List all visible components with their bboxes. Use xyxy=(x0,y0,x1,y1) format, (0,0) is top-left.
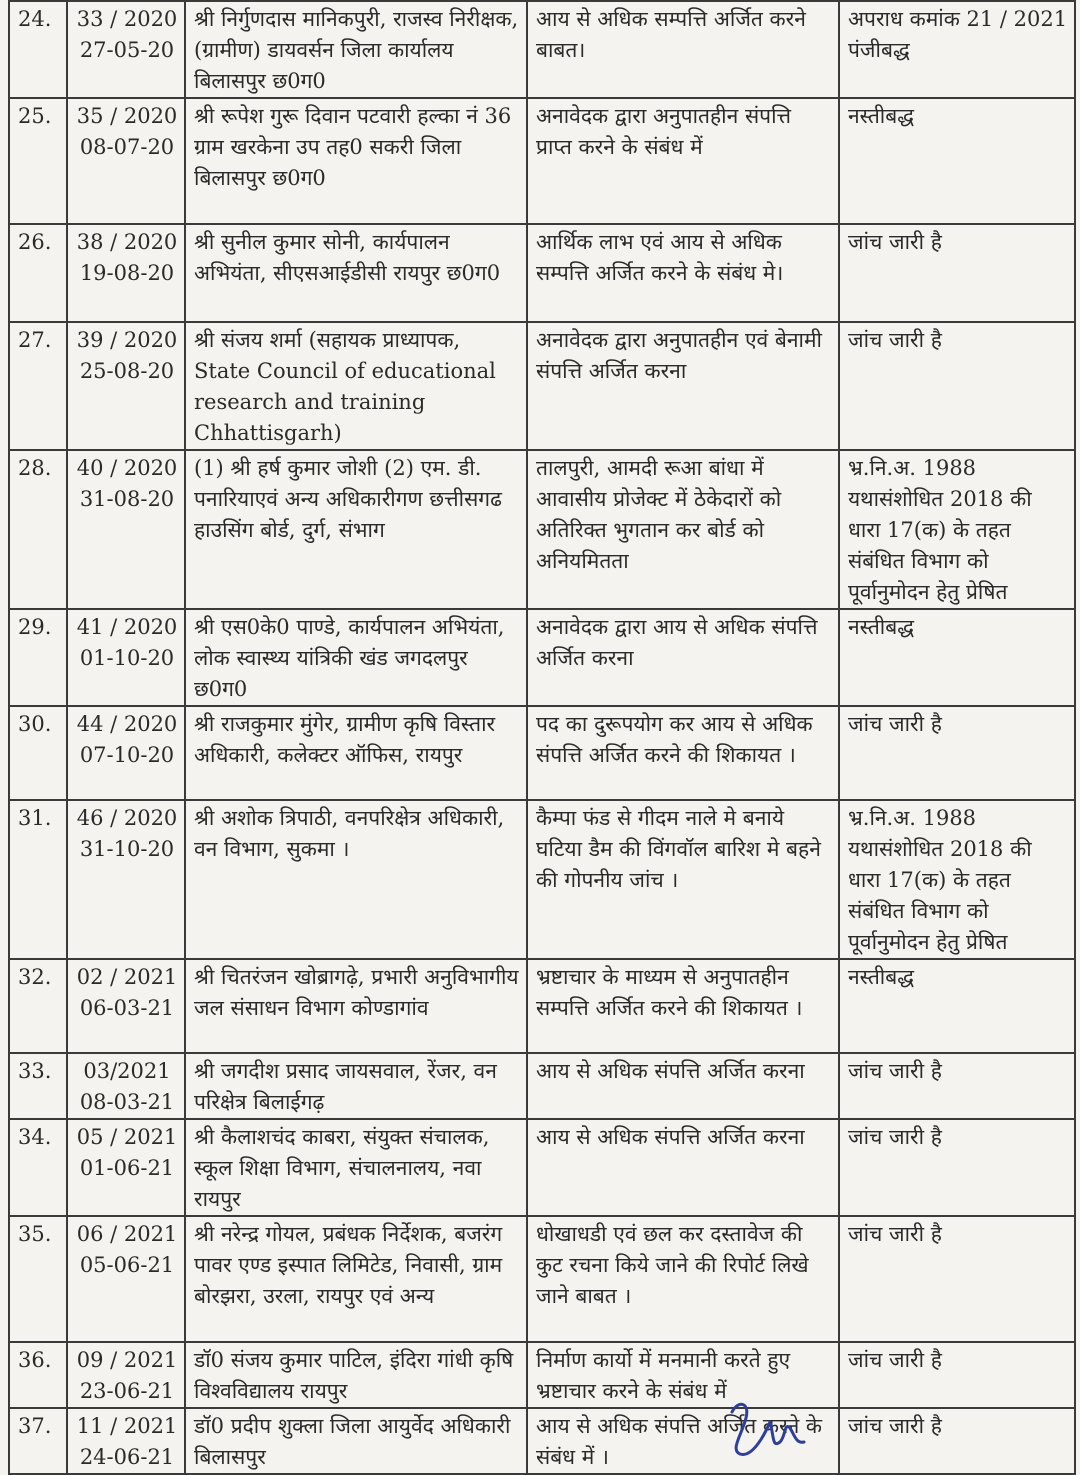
case-status xyxy=(839,959,1075,1053)
table-row xyxy=(9,1408,1075,1474)
subject-text: निर्माण कार्यो में मनमानी करते हुए भ्रष्टाचार करने के संबंध में xyxy=(536,1348,791,1403)
serial-number: 27. xyxy=(9,322,67,450)
accused-details xyxy=(185,98,527,224)
status-text: जांच जारी है xyxy=(848,328,942,352)
table-row xyxy=(9,1342,1075,1408)
accused-text: (1) श्री हर्ष कुमार जोशी (2) एम. डी. पनारियाएवं अन्य अधिकारीगण छत्तीसगढ हाउसिंग बोर्ड, दुर्ग, संभाग xyxy=(194,456,502,542)
status-text: अपराध कमांक 21 / 2021 पंजीबद्ध xyxy=(848,7,1068,62)
table-row xyxy=(9,1,1075,98)
case-status xyxy=(839,800,1075,959)
serial-number: 33. xyxy=(9,1053,67,1119)
case-register-body xyxy=(9,1,1075,1474)
case-status xyxy=(839,1216,1075,1342)
case-date: 24-06-21 xyxy=(79,1445,175,1469)
accused-text: श्री निर्गुणदास मानिकपुरी, राजस्व निरीक्षक, (ग्रामीण) डायवर्सन जिला कार्यालय बिलासपुर छ0ग0 xyxy=(194,7,519,93)
case-cell xyxy=(67,1,185,98)
accused-text: श्री राजकुमार मुंगेर, ग्रामीण कृषि विस्तार अधिकारी, कलेक्टर ऑफिस, रायपुर xyxy=(194,712,496,767)
status-text: जांच जारी है xyxy=(848,230,942,254)
complaint-subject xyxy=(527,706,839,800)
case-status xyxy=(839,609,1075,706)
case-number: 33 / 2020 xyxy=(76,7,178,31)
accused-details xyxy=(185,1216,527,1342)
case-number: 05 / 2021 xyxy=(76,1125,178,1149)
accused-text: श्री चितरंजन खोब्रागढ़े, प्रभारी अनुविभागीय जल संसाधन विभाग कोण्डागांव xyxy=(194,965,519,1020)
complaint-subject xyxy=(527,1342,839,1408)
accused-text: श्री संजय शर्मा (सहायक प्राध्यापक, State Council of educational research and training Chhattisgarh) xyxy=(194,328,496,445)
case-number: 39 / 2020 xyxy=(76,328,178,352)
case-date: 06-03-21 xyxy=(79,996,175,1020)
subject-text: आय से अधिक सम्पत्ति अर्जित करने बाबत। xyxy=(536,7,806,62)
accused-details xyxy=(185,224,527,322)
serial-number: 36. xyxy=(9,1342,67,1408)
status-text: जांच जारी है xyxy=(848,712,942,736)
complaint-subject xyxy=(527,1,839,98)
case-number: 40 / 2020 xyxy=(76,456,178,480)
serial-number: 28. xyxy=(9,450,67,609)
table-row xyxy=(9,1053,1075,1119)
case-register-table xyxy=(8,0,1076,1475)
serial-number: 32. xyxy=(9,959,67,1053)
accused-details xyxy=(185,959,527,1053)
status-text: नस्तीबद्ध xyxy=(848,615,915,639)
case-status xyxy=(839,1053,1075,1119)
case-number: 09 / 2021 xyxy=(76,1348,178,1372)
case-number: 11 / 2021 xyxy=(76,1414,178,1438)
case-status xyxy=(839,450,1075,609)
case-status xyxy=(839,1342,1075,1408)
serial-number: 29. xyxy=(9,609,67,706)
table-row xyxy=(9,98,1075,224)
case-date: 31-10-20 xyxy=(79,837,175,861)
case-date: 25-08-20 xyxy=(79,359,175,383)
serial-number: 37. xyxy=(9,1408,67,1474)
status-text: जांच जारी है xyxy=(848,1125,942,1149)
case-number: 38 / 2020 xyxy=(76,230,178,254)
case-status xyxy=(839,1408,1075,1474)
subject-text: अनावेदक द्वारा अनुपातहीन एवं बेनामी संपत्ति अर्जित करना xyxy=(536,328,822,383)
case-date: 01-06-21 xyxy=(79,1156,175,1180)
case-cell xyxy=(67,322,185,450)
complaint-subject xyxy=(527,224,839,322)
complaint-subject xyxy=(527,1053,839,1119)
case-cell xyxy=(67,1119,185,1216)
subject-text: भ्रष्टाचार के माध्यम से अनुपातहीन सम्पत्ति अर्जित करने की शिकायत । xyxy=(536,965,803,1020)
accused-details xyxy=(185,322,527,450)
case-status xyxy=(839,1119,1075,1216)
case-number: 06 / 2021 xyxy=(76,1222,178,1246)
table-row xyxy=(9,959,1075,1053)
complaint-subject xyxy=(527,959,839,1053)
case-number: 44 / 2020 xyxy=(76,712,178,736)
accused-details xyxy=(185,706,527,800)
accused-details xyxy=(185,1408,527,1474)
case-date: 05-06-21 xyxy=(79,1253,175,1277)
case-date: 19-08-20 xyxy=(79,261,175,285)
accused-text: डॉ0 संजय कुमार पाटिल, इंदिरा गांधी कृषि विश्वविद्यालय रायपुर xyxy=(194,1348,514,1403)
accused-details xyxy=(185,1,527,98)
table-row xyxy=(9,1216,1075,1342)
complaint-subject xyxy=(527,1408,839,1474)
subject-text: आय से अधिक संपत्ति अर्जित करने के संबंध में । xyxy=(536,1414,823,1469)
table-row xyxy=(9,224,1075,322)
case-status xyxy=(839,706,1075,800)
case-cell xyxy=(67,800,185,959)
serial-number: 30. xyxy=(9,706,67,800)
case-date: 01-10-20 xyxy=(79,646,175,670)
case-cell xyxy=(67,609,185,706)
accused-details xyxy=(185,1119,527,1216)
complaint-subject xyxy=(527,98,839,224)
case-cell xyxy=(67,224,185,322)
complaint-subject xyxy=(527,1119,839,1216)
case-cell xyxy=(67,959,185,1053)
case-date: 08-07-20 xyxy=(79,135,175,159)
case-number: 46 / 2020 xyxy=(76,806,178,830)
subject-text: तालपुरी, आमदी रूआ बांधा में आवासीय प्रोजेक्ट में ठेकेदारों को अतिरिक्त भुगतान कर बोर्ड को अनियमितता xyxy=(536,456,782,573)
case-date: 08-03-21 xyxy=(79,1090,175,1114)
case-date: 23-06-21 xyxy=(79,1379,175,1403)
table-row xyxy=(9,609,1075,706)
complaint-subject xyxy=(527,450,839,609)
serial-number: 25. xyxy=(9,98,67,224)
subject-text: कैम्पा फंड से गीदम नाले मे बनाये घटिया डैम की विंगवॉल बारिश मे बहने की गोपनीय जांच । xyxy=(536,806,821,892)
case-status xyxy=(839,322,1075,450)
serial-number: 34. xyxy=(9,1119,67,1216)
accused-details xyxy=(185,800,527,959)
accused-details xyxy=(185,609,527,706)
accused-text: श्री जगदीश प्रसाद जायसवाल, रेंजर, वन परिक्षेत्र बिलाईगढ़ xyxy=(194,1059,497,1114)
accused-text: श्री नरेन्द्र गोयल, प्रबंधक निर्देशक, बजरंग पावर एण्ड इस्पात लिमिटेड, निवासी, ग्राम बोरझरा, उरला, रायपुर एवं अन्य xyxy=(194,1222,503,1308)
status-text: भ्र.नि.अ. 1988 यथासंशोधित 2018 की धारा 17(क) के तहत संबंधित विभाग को पूर्वानुमोदन हेतु प्रेषित xyxy=(848,456,1032,604)
subject-text: पद का दुरूपयोग कर आय से अधिक संपत्ति अर्जित करने की शिकायत । xyxy=(536,712,813,767)
status-text: नस्तीबद्ध xyxy=(848,965,915,989)
case-cell xyxy=(67,1342,185,1408)
accused-text: श्री रूपेश गुरू दिवान पटवारी हल्का नं 36 ग्राम खरकेना उप तह0 सकरी जिला बिलासपुर छ0ग0 xyxy=(194,104,512,190)
case-status xyxy=(839,98,1075,224)
case-number: 41 / 2020 xyxy=(76,615,178,639)
subject-text: आर्थिक लाभ एवं आय से अधिक सम्पत्ति अर्जित करने के संबंध मे। xyxy=(536,230,784,285)
subject-text: अनावेदक द्वारा अनुपातहीन संपत्ति प्राप्त करने के संबंध में xyxy=(536,104,792,159)
table-row xyxy=(9,322,1075,450)
case-date: 31-08-20 xyxy=(79,487,175,511)
accused-details xyxy=(185,1053,527,1119)
complaint-subject xyxy=(527,609,839,706)
case-cell xyxy=(67,98,185,224)
accused-text: श्री सुनील कुमार सोनी, कार्यपालन अभियंता, सीएसआईडीसी रायपुर छ0ग0 xyxy=(194,230,501,285)
status-text: जांच जारी है xyxy=(848,1348,942,1372)
status-text: भ्र.नि.अ. 1988 यथासंशोधित 2018 की धारा 17(क) के तहत संबंधित विभाग को पूर्वानुमोदन हेतु प्रेषित xyxy=(848,806,1032,954)
accused-text: श्री अशोक त्रिपाठी, वनपरिक्षेत्र अधिकारी, वन विभाग, सुकमा । xyxy=(194,806,505,861)
case-cell xyxy=(67,706,185,800)
subject-text: धोखाधडी एवं छल कर दस्तावेज की कुट रचना किये जाने की रिपोर्ट लिखे जाने बाबत । xyxy=(536,1222,809,1308)
accused-details xyxy=(185,1342,527,1408)
subject-text: अनावेदक द्वारा आय से अधिक संपत्ति अर्जित करना xyxy=(536,615,818,670)
case-date: 07-10-20 xyxy=(79,743,175,767)
complaint-subject xyxy=(527,1216,839,1342)
case-number: 35 / 2020 xyxy=(76,104,178,128)
case-cell xyxy=(67,1216,185,1342)
status-text: जांच जारी है xyxy=(848,1222,942,1246)
accused-text: डॉ0 प्रदीप शुक्ला जिला आयुर्वेद अधिकारी बिलासपुर xyxy=(194,1414,511,1469)
table-row xyxy=(9,450,1075,609)
case-number: 03/2021 xyxy=(83,1059,171,1083)
complaint-subject xyxy=(527,322,839,450)
serial-number: 26. xyxy=(9,224,67,322)
subject-text: आय से अधिक संपत्ति अर्जित करना xyxy=(536,1125,805,1149)
status-text: नस्तीबद्ध xyxy=(848,104,915,128)
case-status xyxy=(839,224,1075,322)
status-text: जांच जारी है xyxy=(848,1414,942,1438)
accused-details xyxy=(185,450,527,609)
case-date: 27-05-20 xyxy=(79,38,175,62)
case-cell xyxy=(67,1053,185,1119)
accused-text: श्री कैलाशचंद काबरा, संयुक्त संचालक, स्कूल शिक्षा विभाग, संचालनालय, नवा रायपुर xyxy=(194,1125,490,1211)
accused-text: श्री एस0के0 पाण्डे, कार्यपालन अभियंता, लोक स्वास्थ्य यांत्रिकी खंड जगदलपुर छ0ग0 xyxy=(194,615,505,701)
subject-text: आय से अधिक संपत्ति अर्जित करना xyxy=(536,1059,805,1083)
table-row xyxy=(9,706,1075,800)
status-text: जांच जारी है xyxy=(848,1059,942,1083)
table-row xyxy=(9,1119,1075,1216)
case-cell xyxy=(67,450,185,609)
table-row xyxy=(9,800,1075,959)
case-number: 02 / 2021 xyxy=(76,965,178,989)
serial-number: 35. xyxy=(9,1216,67,1342)
serial-number: 24. xyxy=(9,1,67,98)
serial-number: 31. xyxy=(9,800,67,959)
case-cell xyxy=(67,1408,185,1474)
case-status xyxy=(839,1,1075,98)
complaint-subject xyxy=(527,800,839,959)
